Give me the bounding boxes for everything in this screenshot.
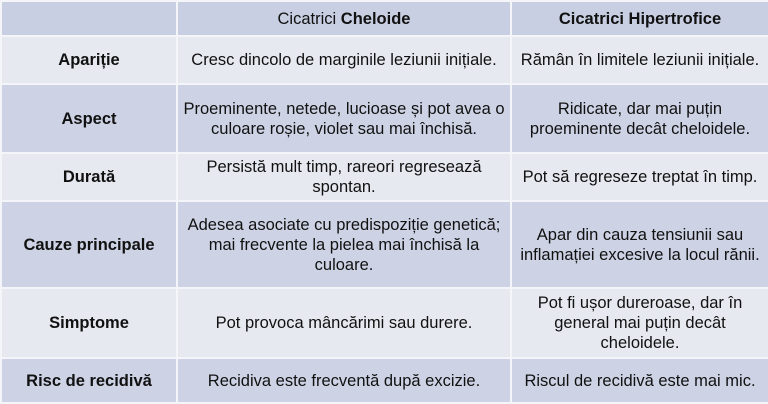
header-cheloide bbox=[177, 1, 511, 36]
header-bold: Cheloide bbox=[340, 9, 411, 28]
cheloide-cell: Persistă mult timp, rareori regresează spontan. bbox=[177, 153, 511, 201]
hipertrofice-cell: Riscul de recidivă este mai mic. bbox=[511, 358, 768, 403]
table-row bbox=[1, 84, 768, 153]
hipertrofice-cell: Pot fi ușor dureroase, dar în general mai puțin decât cheloidele. bbox=[511, 288, 768, 358]
cheloide-cell: Cresc dincolo de marginile leziunii inițiale. bbox=[177, 36, 511, 84]
table-row bbox=[1, 36, 768, 84]
hipertrofice-cell: Ridicate, dar mai puțin proeminente decât cheloidele. bbox=[511, 84, 768, 153]
row-label: Risc de recidivă bbox=[1, 358, 177, 403]
cheloide-cell: Recidiva este frecventă după excizie. bbox=[177, 358, 511, 403]
empty-header-cell bbox=[1, 1, 177, 36]
header-bold: Cicatrici Hipertrofice bbox=[558, 9, 722, 28]
row-label: Cauze principale bbox=[1, 201, 177, 288]
hipertrofice-cell: Rămân în limitele leziunii inițiale. bbox=[511, 36, 768, 84]
cheloide-cell: Adesea asociate cu predispoziție genetică; mai frecvente la pielea mai închisă la culoare. bbox=[177, 201, 511, 288]
table-row bbox=[1, 153, 768, 201]
cheloide-cell: Pot provoca mâncărimi sau durere. bbox=[177, 288, 511, 358]
row-label: Aspect bbox=[1, 84, 177, 153]
row-label: Simptome bbox=[1, 288, 177, 358]
table-row bbox=[1, 288, 768, 358]
row-label: Durată bbox=[1, 153, 177, 201]
cheloide-cell: Proeminente, netede, lucioase și pot avea o culoare roșie, violet sau mai închisă. bbox=[177, 84, 511, 153]
table-row bbox=[1, 358, 768, 403]
header-prefix: Cicatrici bbox=[277, 9, 341, 28]
header-row bbox=[1, 1, 768, 36]
header-hipertrofice bbox=[511, 1, 768, 36]
hipertrofice-cell: Apar din cauza tensiunii sau inflamației excesive la locul rănii. bbox=[511, 201, 768, 288]
table-row bbox=[1, 201, 768, 288]
row-label: Apariție bbox=[1, 36, 177, 84]
hipertrofice-cell: Pot să regreseze treptat în timp. bbox=[511, 153, 768, 201]
